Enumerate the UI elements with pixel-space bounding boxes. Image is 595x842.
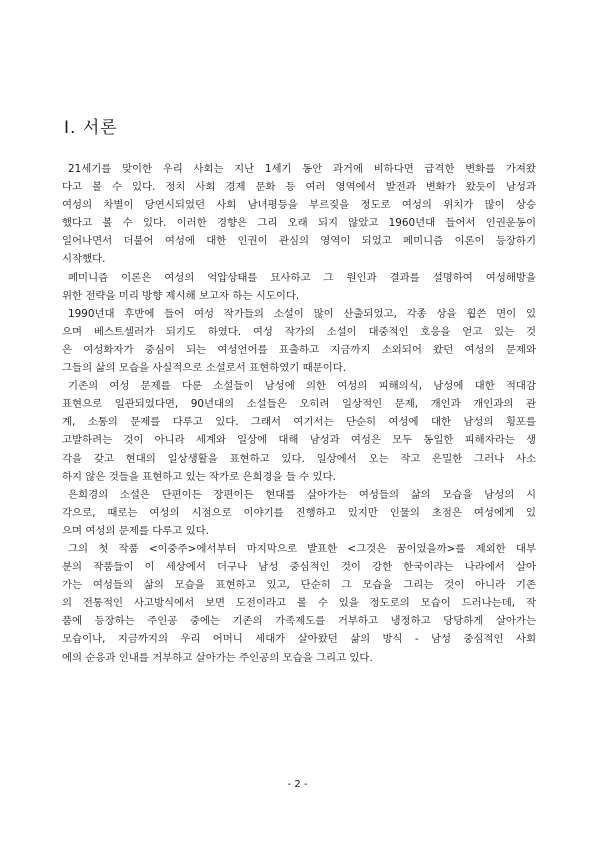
text-line: 시작했다. xyxy=(62,253,106,266)
text-line: 으며 여성의 문제를 다루고 있다. xyxy=(62,524,209,537)
text-line: 계, 소통의 문제를 다루고 있다. 그래서 여기서는 단순히 여성에 대한 남성의 횡포를 xyxy=(62,416,536,429)
text-line: 위한 전략을 미리 방향 제시해 보고자 하는 시도이다. xyxy=(62,289,300,302)
text-line: 다고 볼 수 있다. 정치 사회 경제 문화 등 여러 영역에서 발전과 변화가 왔듯이 남성과 xyxy=(62,181,536,194)
text-line: 했다고 볼 수 있다. 이러한 경향은 그리 오래 되지 않았고 1960년대 들어서 인권운동이 xyxy=(62,217,536,230)
text-line: 에의 순응과 인내를 거부하고 살아가는 주인공의 모습을 그리고 있다. xyxy=(62,651,373,664)
text-line: 품에 등장하는 주인공 중에는 기존의 가족제도를 거부하고 냉정하고 당당하게 살아가는 xyxy=(62,615,536,628)
text-line: 은 여성화자가 중심이 되는 여성언어를 표출하고 지금까지 소외되어 왔던 여성의 문제와 xyxy=(62,343,536,356)
text-line: 1990년대 후반에 들어 여성 작가들의 소설이 많이 산출되었고, 각종 상을 휩쓴 면이 있 xyxy=(68,307,536,320)
text-line: 각을 갖고 현대의 일상생활을 표현하고 있다. 일상에서 오는 작고 은밀한 그러나 사소 xyxy=(62,452,536,465)
text-line: 분의 작품들이 이 세상에서 더구나 남성 중심적인 것이 강한 한국이라는 나라에서 살아 xyxy=(62,561,536,574)
text-line: 21세기를 맞이한 우리 사회는 지난 1세기 동안 과거에 비하다면 급격한 변화를 가져왔 xyxy=(68,163,536,175)
section-heading: Ⅰ. 서론 xyxy=(64,118,118,138)
text-line: 의 전통적인 사고방식에서 보면 도전이라고 볼 수 있을 정도로의 모습이 드러나는데, 작 xyxy=(62,597,536,610)
text-line: 여성의 차별이 당연시되었던 사회 남녀평등을 부르짖을 정도로 여성의 위치가 많이 상승 xyxy=(62,199,536,212)
page-number: - 2 - xyxy=(287,779,308,790)
text-line: 그의 첫 작품 <이중주>에서부터 마지막으로 발표한 <그것은 꿈이었을까>를 제외한 대부 xyxy=(68,542,536,555)
text-line: 으며 베스트셀러가 되기도 하였다. 여성 작가의 소설이 대중적인 호응을 얻고 있는 것 xyxy=(62,325,536,338)
text-line: 은희경의 소설은 단편이든 장편이든 현대를 살아가는 여성들의 삶의 모습을 남성의 시 xyxy=(68,488,536,501)
text-line: 모습이나, 지금까지의 우리 어머니 세대가 살아왔던 삶의 방식 - 남성 중심적인 사회 xyxy=(62,633,536,646)
text-line: 표현으로 일관되었다면, 90년대의 소설들은 오히려 일상적인 문제, 개인과 개인과의 관 xyxy=(62,398,536,411)
text-line: 하지 않은 것들을 표현하고 있는 작가로 은희경을 들 수 있다. xyxy=(62,470,336,483)
text-line: 기존의 여성 문제를 다룬 소설들이 남성에 의한 여성의 피해의식, 남성에 대한 적대감 xyxy=(68,380,536,393)
text-line: 고발하려는 것이 아니라 세계와 일상에 대해 남성과 여성은 모두 동일한 피해자라는 생 xyxy=(62,434,536,447)
body-text xyxy=(62,160,536,667)
text-line: 가는 여성들의 삶의 모습을 표현하고 있고, 단순히 그 모습을 그리는 것이 아니라 기존 xyxy=(62,579,536,592)
text-line: 일어나면서 더불어 여성에 대한 인권이 관심의 영역이 되었고 페미니즘 이론이 등장하기 xyxy=(62,235,536,248)
text-line: 페미니즘 이론은 여성의 억압상태를 묘사하고 그 원인과 결과를 설명하여 여성해방을 xyxy=(68,271,536,284)
text-line: 그들의 삶의 모습을 사실적으로 소설로서 표현하였기 때문이다. xyxy=(62,362,347,375)
text-line: 각으로, 때로는 여성의 시점으로 이야기를 진행하고 있지만 인물의 초점은 여성에게 있 xyxy=(62,506,536,519)
